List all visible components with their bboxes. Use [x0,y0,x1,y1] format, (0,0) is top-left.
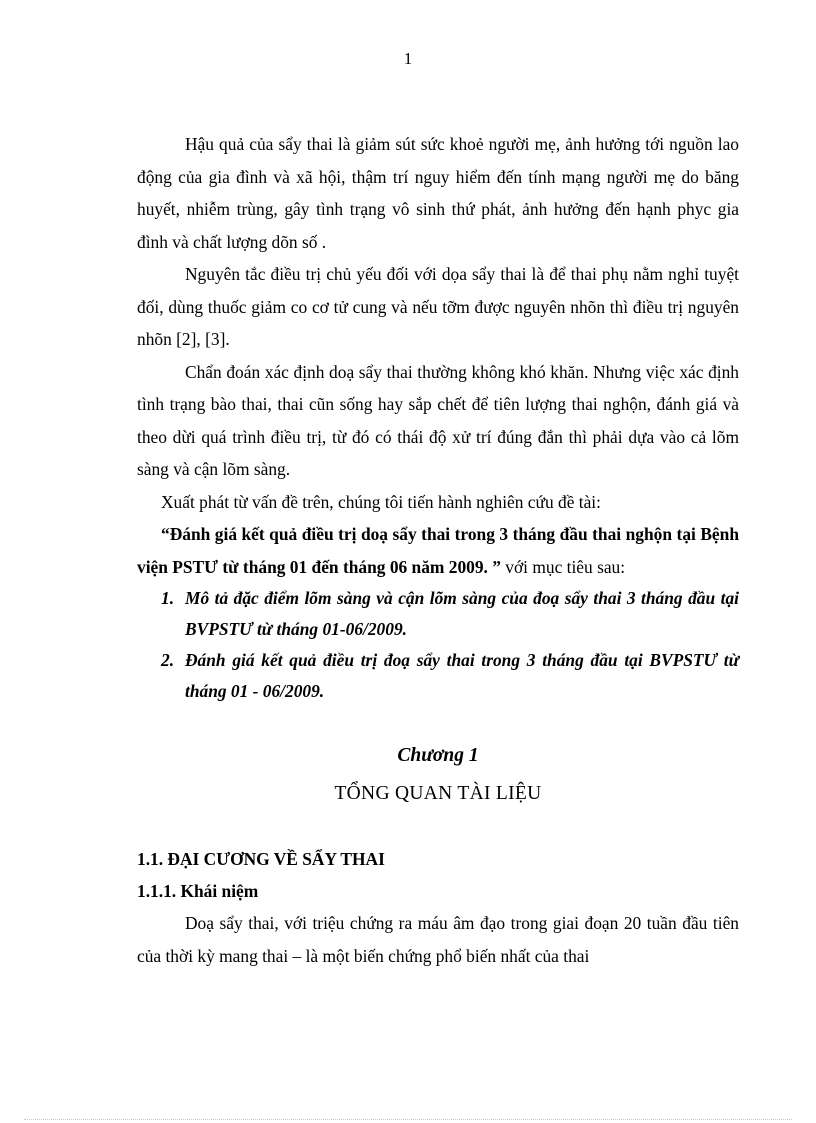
objective-text: Mô tả đặc điểm lõm sàng và cận lõm sàng của đoạ sẩy thai 3 tháng đầu tại BVPSTƯ từ tháng 01-06/2009. [185,588,739,639]
paragraph-treatment-principles: Nguyên tắc điều trị chủ yếu đối với dọa sẩy thai là để thai phụ nằm nghỉ tuyệt đối, dùng thuốc giảm co cơ tử cung và nếu tỡm được nguyên nhõn thì điều trị nguyên nhõn [2], [3]. [137,264,739,349]
paragraph-study-intro: Xuất phát từ vấn đề trên, chúng tôi tiến hành nghiên cứu đề tài: [161,491,601,512]
study-title-tail: với mục tiêu sau: [500,556,626,577]
chapter-title: TỔNG QUAN TÀI LIỆU [334,783,542,804]
objective-number: 1. [161,588,175,608]
study-title: “Đánh giá kết quả điều trị doạ sẩy thai trong 3 tháng đầu thai nghộn tại Bệnh viện PSTƯ từ tháng 01 đến tháng 06 năm 2009. ” [137,524,739,577]
objective-item [137,645,739,707]
paragraph-diagnosis: Chẩn đoán xác định doạ sẩy thai thường không khó khăn. Nhưng việc xác định tình trạng bào thai, thai cũn sống hay sắp chết để tiên lượng thai nghộn, đánh giá và theo dừi quá trình điều trị, từ đó có thái độ xử trí đúng đắn thì phải dựa vào cả lõm sàng và cận lõm sàng. [137,361,739,479]
page-footer-rule [24,1119,792,1120]
paragraph-consequences: Hậu quả của sẩy thai là giảm sút sức khoẻ người mẹ, ảnh hưởng tới nguồn lao động của gia đình và xã hội, thậm trí nguy hiểm đến tính mạng người mẹ do băng huyết, nhiễm trùng, gây tình trạng vô sinh thứ phát, ảnh hưởng đến hạnh phyc gia đình và chất lượng dõn số . [137,134,739,252]
chapter-number: Chương 1 [397,745,479,766]
subsection-heading: 1.1.1. Khái niệm [137,881,259,901]
objectives-list [137,583,739,707]
study-title-paragraph [137,518,739,583]
paragraph-definition: Doạ sẩy thai, với triệu chứng ra máu âm đạo trong giai đoạn 20 tuần đầu tiên của thời kỳ mang thai – là một biến chứng phổ biến nhất của thai [137,913,739,966]
section-heading: 1.1. ĐẠI CƯƠNG VỀ SẨY THAI [137,849,385,869]
objective-item [137,583,739,645]
document-body [137,128,739,972]
objective-number: 2. [161,650,175,670]
objective-text: Đánh giá kết quả điều trị đoạ sẩy thai trong 3 tháng đầu tại BVPSTƯ từ tháng 01 - 06/2009. [185,650,739,701]
page-number: 1 [403,49,413,68]
